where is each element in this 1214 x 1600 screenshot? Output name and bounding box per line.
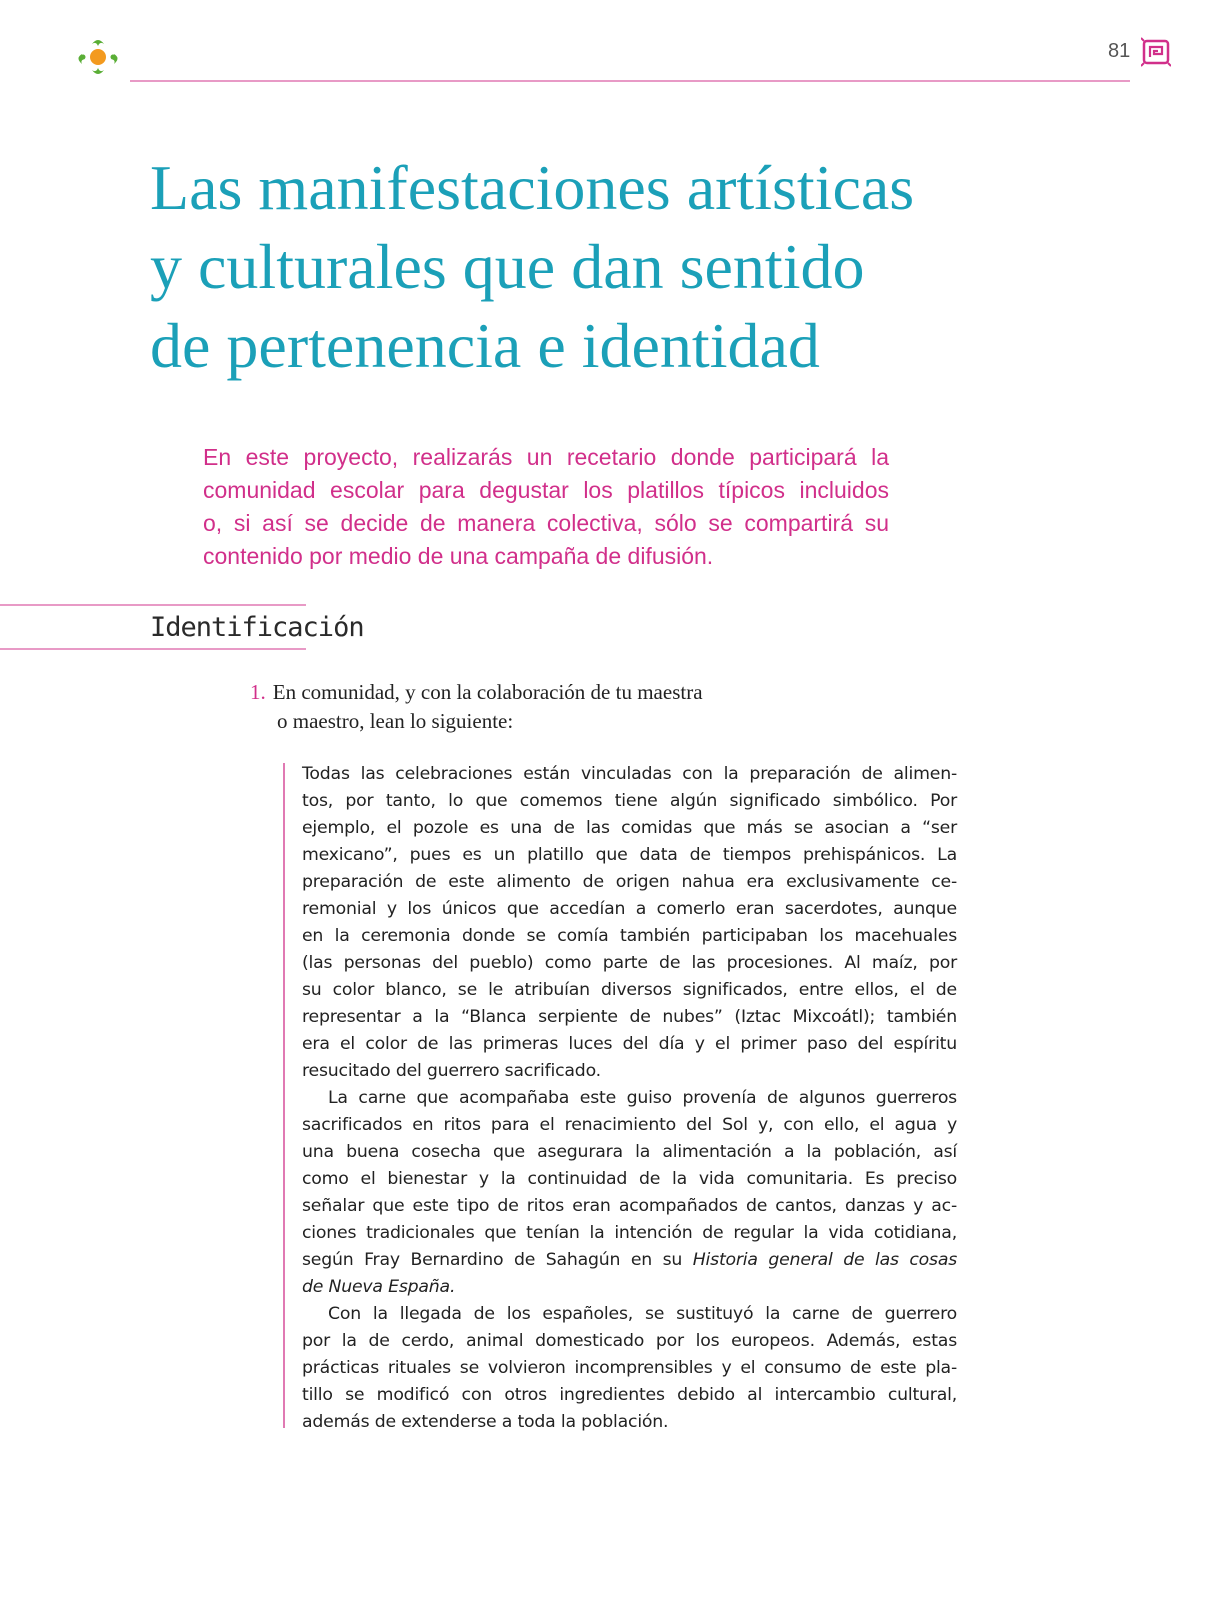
reading-line: señalar que este tipo de ritos eran acompañados de cantos, danzas y ac- [302,1196,957,1216]
intro-paragraph [203,441,889,573]
reading-line: ciones tradicionales que tenían la intención de regular la vida cotidiana, [302,1223,957,1243]
section-rule-top [0,604,306,606]
page-number: 81 [1108,40,1131,62]
reading-line: su color blanco, se le atribuían diversos significados, entre ellos, el de [302,980,957,1000]
reading-line: resucitado del guerrero sacrificado. [302,1061,601,1081]
spiral-decoration-icon [1141,37,1171,67]
reading-line: ejemplo, el pozole es una de las comidas que más se asocian a “ser [302,818,957,838]
reading-line: (las personas del pueblo) como parte de las procesiones. Al maíz, por [302,953,957,973]
intro-line: comunidad escolar para degustar los platillos típicos incluidos [203,477,889,503]
page-title [150,148,1050,385]
reading-line: mexicano”, pues es un platillo que data de tiempos prehispánicos. La [302,845,957,865]
intro-line: En este proyecto, realizarás un recetario donde participará la [203,444,889,470]
reading-line: Con la llegada de los españoles, se sustituyó la carne de guerrero [328,1304,957,1324]
reading-line: representar a la “Blanca serpiente de nubes” (Iztac Mixcoátl); también [302,1007,957,1027]
flower-logo-icon [72,32,124,82]
reading-text: según Fray Bernardino de Sahagún en su [302,1250,683,1270]
reading-line: tillo se modificó con otros ingredientes debido al intercambio cultural, [302,1385,957,1405]
reading-line: era el color de las primeras luces del día y el primer paso del espíritu [302,1034,957,1054]
step-text-line: o maestro, lean lo siguiente: [277,709,514,733]
section-heading: Identificación [150,612,364,643]
section-rule-bottom [0,648,306,650]
reading-line: sacrificados en ritos para el renacimiento del Sol y, con ello, el agua y [302,1115,957,1135]
activity-step [250,678,810,736]
book-title-continued: de Nueva España. [302,1277,456,1297]
title-line: de pertenencia e identidad [150,310,820,381]
reading-line: remonial y los únicos que accedían a comerlo eran sacerdotes, aunque [302,899,957,919]
reading-line: en la ceremonia donde se comía también participaban los macehuales [302,926,957,946]
reading-line: tos, por tanto, lo que comemos tiene algún significado simbólico. Por [302,791,957,811]
step-number: 1. [250,680,266,704]
reading-passage [302,761,957,1436]
reading-line [302,1274,957,1301]
reading-line: una buena cosecha que asegurara la alimentación a la población, así [302,1142,957,1162]
reading-line: como el bienestar y la continuidad de la vida comunitaria. Es preciso [302,1169,957,1189]
reading-line: La carne que acompañaba este guiso provenía de algunos guerreros [328,1088,957,1108]
reading-line-mixed [302,1247,957,1274]
header-rule [130,80,1130,82]
intro-line: contenido por medio de una campaña de difusión. [203,543,714,569]
title-line: Las manifestaciones artísticas [150,152,915,223]
intro-line: o, si así se decide de manera colectiva, sólo se compartirá su [203,510,889,536]
reading-line: además de extenderse a toda la población. [302,1412,669,1432]
reading-line: preparación de este alimento de origen nahua era exclusivamente ce- [302,872,957,892]
reading-line: prácticas rituales se volvieron incomprensibles y el consumo de este pla- [302,1358,957,1378]
reading-line: por la de cerdo, animal domesticado por los europeos. Además, estas [302,1331,957,1351]
quote-bar [283,763,285,1428]
step-text-line: En comunidad, y con la colaboración de tu maestra [272,680,703,704]
reading-line: Todas las celebraciones están vinculadas con la preparación de alimen- [302,764,957,784]
book-title: Historia general de las cosas [692,1250,958,1270]
title-line: y culturales que dan sentido [150,231,865,302]
